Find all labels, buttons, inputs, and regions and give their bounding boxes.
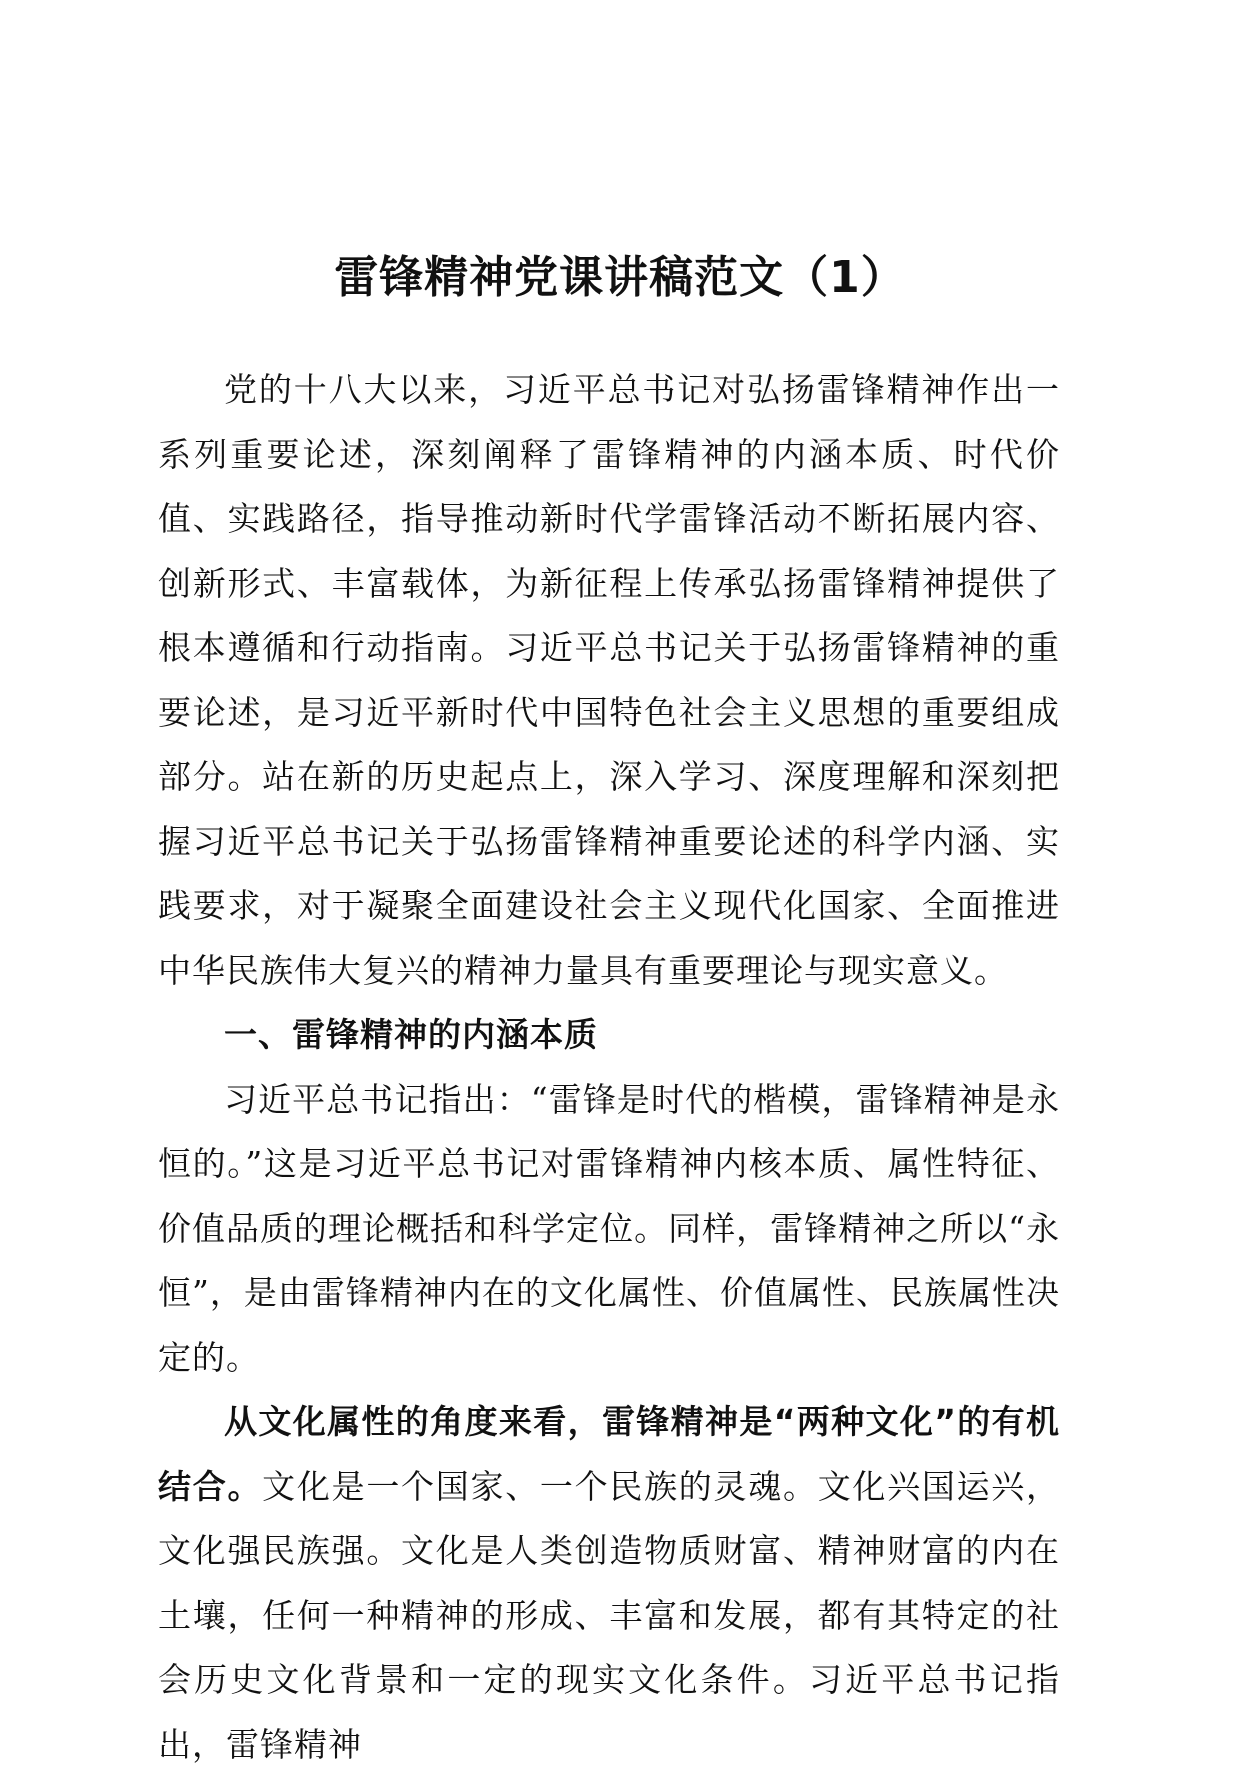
section1-paragraph-1: 习近平总书记指出：“雷锋是时代的楷模，雷锋精神是永恒的。”这是习近平总书记对雷锋精神内核本质、属性特征、价值品质的理论概括和科学定位。同样，雷锋精神之所以“永恒”，是由雷锋精神内在的文化属性、价值属性、民族属性决定的。 bbox=[158, 1079, 1060, 1377]
intro-paragraph: 党的十八大以来，习近平总书记对弘扬雷锋精神作出一系列重要论述，深刻阐释了雷锋精神的内涵本质、时代价值、实践路径，指导推动新时代学雷锋活动不断拓展内容、创新形式、丰富载体，为新征程上传承弘扬雷锋精神提供了根本遵循和行动指南。习近平总书记关于弘扬雷锋精神的重要论述，是习近平新时代中国特色社会主义思想的重要组成部分。站在新的历史起点上，深入学习、深度理解和深刻把握习近平总书记关于弘扬雷锋精神重要论述的科学内涵、实践要求，对于凝聚全面建设社会主义现代化国家、全面推进中华民族伟大复兴的精神力量具有重要理论与现实意义。 bbox=[158, 370, 1060, 990]
document-body bbox=[158, 358, 1060, 1777]
document-title: 雷锋精神党课讲稿范文（1） bbox=[334, 252, 906, 303]
section-heading-1: 一、雷锋精神的内涵本质 bbox=[224, 1015, 598, 1054]
section1-paragraph-2 bbox=[158, 1390, 1060, 1777]
cultural-attribute-text: 文化是一个国家、一个民族的灵魂。文化兴国运兴，文化强民族强。文化是人类创造物质财富、精神财富的内在土壤，任何一种精神的形成、丰富和发展，都有其特定的社会历史文化背景和一定的现实文化条件。习近平总书记指出，雷锋精神 bbox=[158, 1466, 1061, 1764]
cultural-attribute-lead: 从文化属性的角度来看，雷锋精神是“两种文化”的有机结合。 bbox=[158, 1402, 1060, 1506]
